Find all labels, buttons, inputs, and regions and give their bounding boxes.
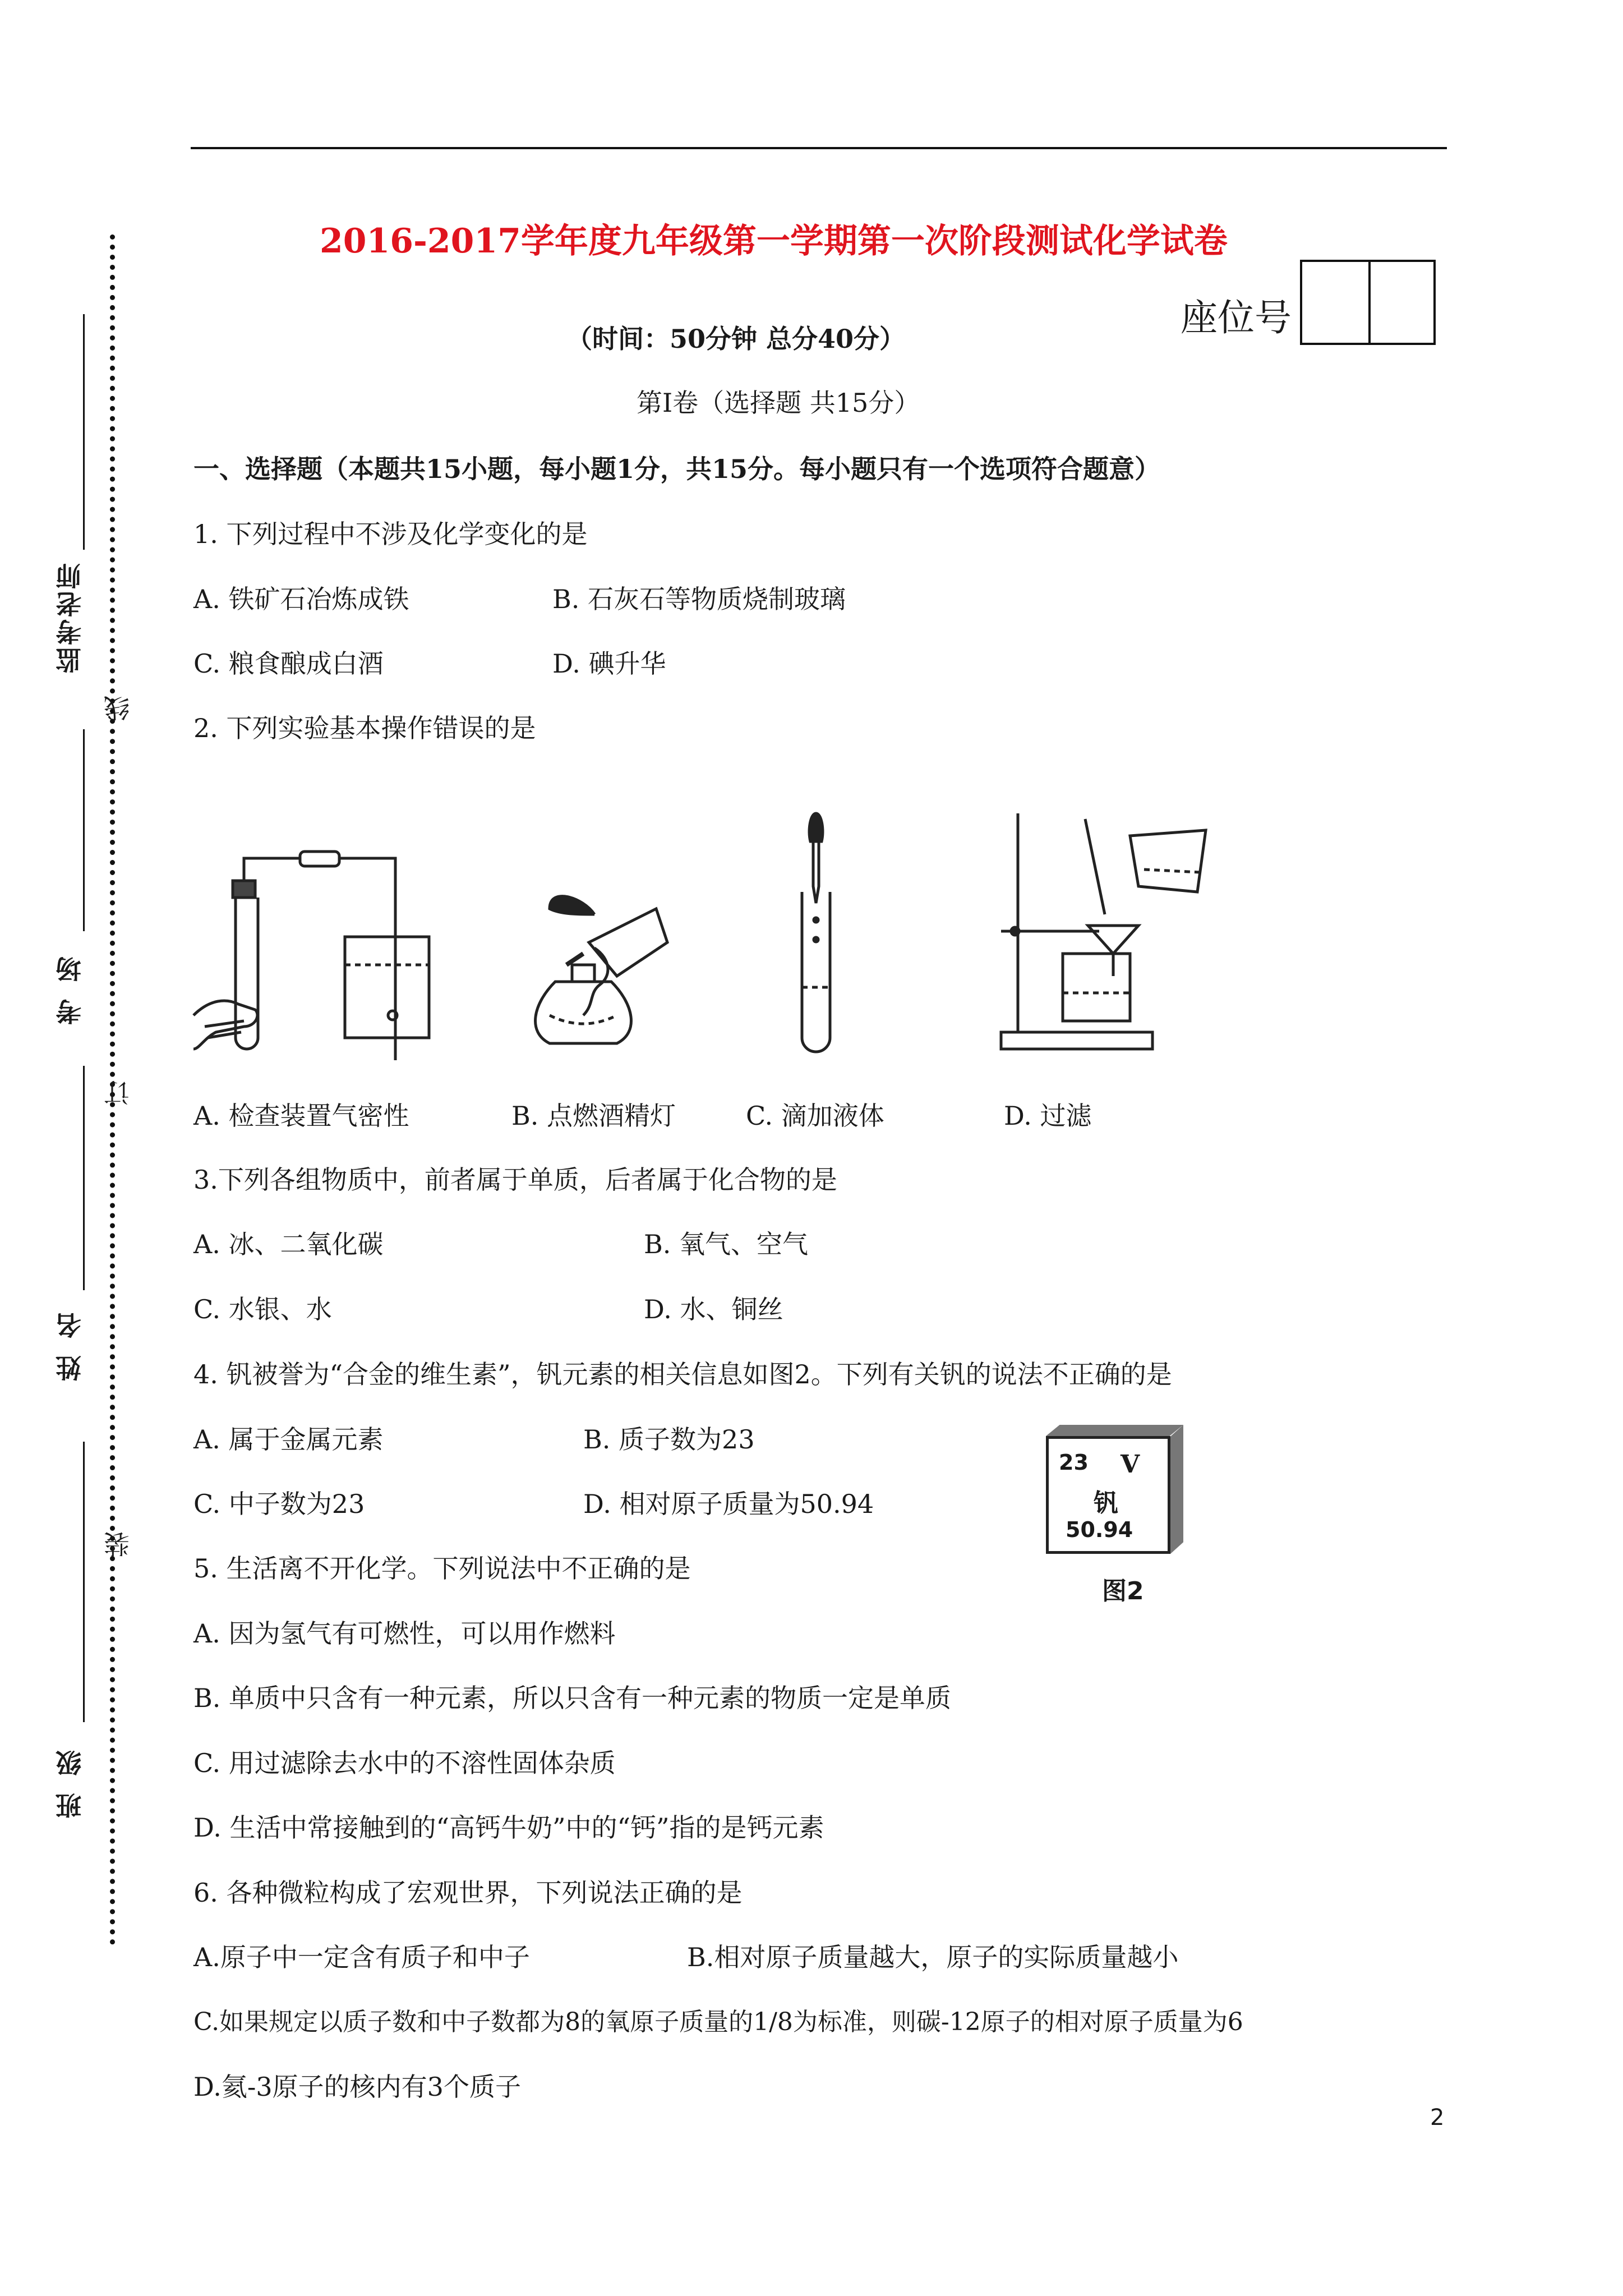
q2-option-d: D. 过滤 [1004,1101,1092,1131]
margin-mark-bind-1: 订 [103,1080,133,1106]
margin-label-monitor: 监考老师 [55,561,85,673]
q6-stem: 6. 各种微粒构成了宏观世界，下列说法正确的是 [193,1878,743,1908]
q5-option-b: B. 单质中只含有一种元素，所以只含有一种元素的物质一定是单质 [193,1683,952,1713]
q1-option-a: A. 铁矿石冶炼成铁 [193,584,409,614]
q4-option-c: C. 中子数为23 [193,1489,365,1519]
q6-option-a: A.原子中一定含有质子和中子 [193,1942,530,1972]
part-title: 第Ⅰ卷（选择题 共15分） [637,388,920,418]
figure-2-caption: 图2 [1102,1577,1144,1605]
q6-option-b: B.相对原子质量越大，原子的实际质量越小 [687,1942,1179,1972]
q2-option-b: B. 点燃酒精灯 [511,1101,676,1131]
q3-option-b: B. 氧气、空气 [644,1229,809,1259]
q6-option-c: C.如果规定以质子数和中子数都为8的氧原子质量的1/8为标准，则碳-12原子的相对原子质量为6 [193,2008,1243,2036]
q1-stem: 1. 下列过程中不涉及化学变化的是 [193,519,588,549]
top-rule [191,147,1447,149]
figure-lighting-alcohol-lamp [516,875,673,1055]
margin-label-room: 考场 [55,940,85,1025]
element-symbol: V [1121,1450,1140,1479]
element-atomic-number: 23 [1059,1450,1089,1475]
q5-option-d: D. 生活中常接触到的“高钙牛奶”中的“钙”指的是钙元素 [193,1812,824,1843]
margin-mark-line: 线 [103,696,133,721]
margin-label-class: 班级 [55,1733,85,1819]
q2-option-c: C. 滴加液体 [746,1101,884,1131]
monitor-blank-line [83,314,85,550]
q1-option-d: D. 碘升华 [552,648,666,679]
q4-option-d: D. 相对原子质量为50.94 [583,1489,874,1519]
seat-box-divider [1368,262,1371,343]
class-blank-line [83,1442,85,1722]
room-blank-line [83,729,85,931]
margin-mark-bind-2: 装 [103,1531,133,1557]
q5-stem: 5. 生活离不开化学。下列说法中不正确的是 [193,1553,691,1584]
q5-option-a: A. 因为氢气有可燃性，可以用作燃料 [193,1618,616,1649]
q1-option-c: C. 粮食酿成白酒 [193,648,384,679]
page-number: 2 [1430,2105,1445,2131]
q3-option-a: A. 冰、二氧化碳 [193,1229,384,1259]
q3-option-d: D. 水、铜丝 [644,1294,783,1324]
vanadium-element-tile [1046,1425,1183,1554]
exam-title: 2016-2017学年度九年级第一学期第一次阶段测试化学试卷 [320,222,1228,261]
seat-number-box[interactable] [1300,260,1436,345]
exam-time-info: （时间：50分钟 总分40分） [566,324,906,354]
element-atomic-mass: 50.94 [1066,1517,1133,1542]
tile-face [1046,1436,1170,1554]
q4-option-a: A. 属于金属元素 [193,1424,384,1455]
figure-filtration [1001,808,1231,1055]
q4-stem: 4. 钒被誉为“合金的维生素”，钒元素的相关信息如图2。下列有关钒的说法不正确的是 [193,1359,1172,1389]
q3-stem: 3.下列各组物质中，前者属于单质，后者属于化合物的是 [193,1165,837,1195]
figure-dropping-liquid [785,808,852,1055]
q2-stem: 2. 下列实验基本操作错误的是 [193,713,536,743]
tile-depth-right [1170,1425,1183,1554]
tile-depth-top [1046,1425,1183,1436]
margin-label-name: 姓名 [55,1296,85,1381]
q5-option-c: C. 用过滤除去水中的不溶性固体杂质 [193,1748,616,1778]
element-name: 钒 [1094,1489,1118,1517]
name-blank-line [83,1066,85,1290]
q1-option-b: B. 石灰石等物质烧制玻璃 [552,584,846,614]
q6-option-d: D.氦-3原子的核内有3个质子 [193,2072,521,2102]
q4-option-b: B. 质子数为23 [583,1424,755,1455]
figure-airtightness-check [193,847,508,1060]
seat-number-label: 座位号 [1181,296,1292,339]
section-heading: 一、选择题（本题共15小题，每小题1分，共15分。每小题只有一个选项符合题意） [193,454,1161,484]
q2-option-a: A. 检查装置气密性 [193,1101,409,1131]
q3-option-c: C. 水银、水 [193,1294,332,1324]
